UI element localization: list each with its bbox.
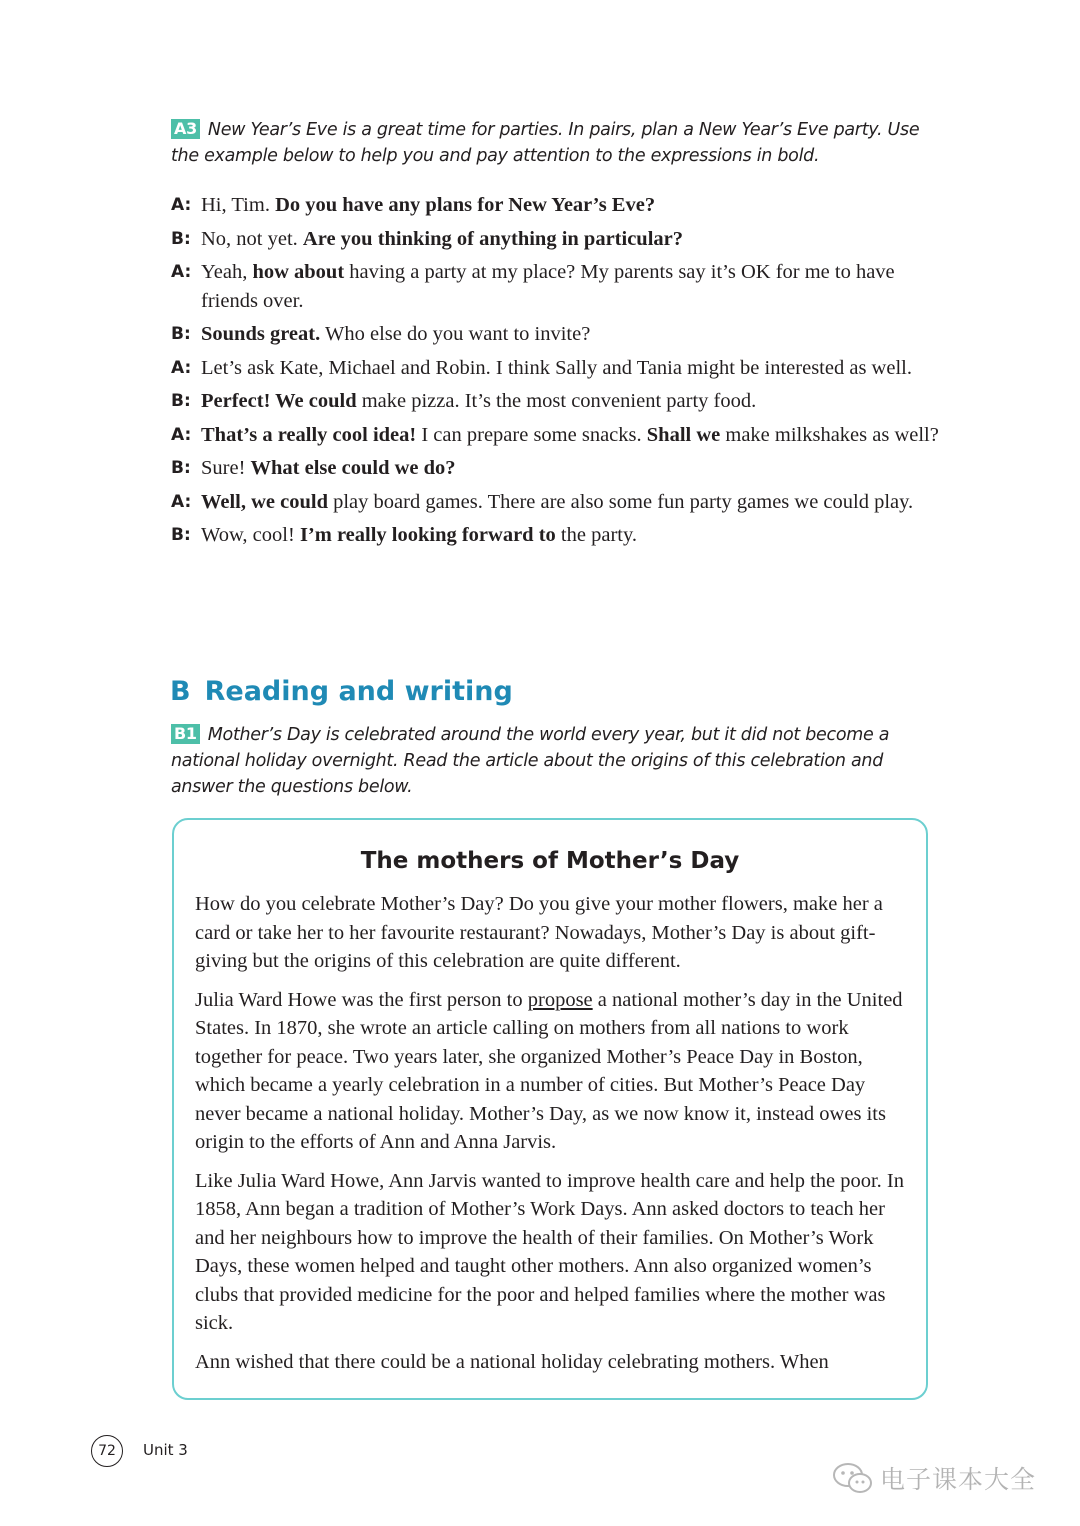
dialogue-line [171, 454, 951, 483]
section-heading [170, 672, 513, 712]
article-paragraph-3: Like Julia Ward Howe, Ann Jarvis wanted to improve health care and help the poor. In 1858, Ann began a tradition of Mother’s Work Days. Ann asked doctors to teach her and her neighbours how to improve the health of their families. On Mother’s Work Days, these women helped and taught other mothers. Ann also organized women’s clubs that provided medicine for the poor and helped families where the mother was sick. [195, 1169, 905, 1334]
speaker-label: B: [171, 458, 191, 478]
dialogue-text: Yeah, [201, 261, 253, 283]
speaker-label: B: [171, 391, 191, 411]
article-paragraph-1: How do you celebrate Mother’s Day? Do you give your mother flowers, make her a card or take her to her favourite restaurant? Nowadays, Mother’s Day is about gift-giving but the origins of this celebration are quite different. [195, 893, 883, 972]
bold-expression: What else could we do? [250, 457, 456, 479]
section-title: Reading and writing [204, 676, 513, 707]
wechat-icon [832, 1461, 874, 1495]
dialogue [171, 191, 951, 555]
dialogue-line [171, 225, 951, 254]
dialogue-text: the party. [555, 524, 638, 546]
dialogue-text: make pizza. It’s the most convenient party food. [356, 390, 757, 412]
dialogue-line [171, 421, 951, 450]
dialogue-text: having a party at my place? My parents say it’s OK for me to have friends over. [201, 261, 895, 312]
bold-expression: Perfect! We could [201, 390, 357, 412]
bold-expression: Shall we [646, 423, 721, 446]
speaker-label: A: [171, 424, 192, 445]
speaker-label: B: [171, 324, 191, 344]
bold-expression: Well, we could [201, 490, 328, 513]
underlined-word-propose: propose [527, 988, 593, 1011]
dialogue-line [171, 320, 951, 349]
bold-expression: Do you have any plans for New Year’s Eve? [275, 194, 656, 216]
speaker-label: A: [171, 195, 192, 215]
dialogue-line [171, 387, 951, 416]
dialogue-line [171, 258, 951, 315]
speaker-label: A: [171, 262, 192, 282]
unit-label: Unit 3 [143, 1441, 188, 1459]
bold-expression: I’m really looking forward to [299, 524, 556, 546]
dialogue-line [171, 488, 951, 517]
p2-text-after: a national mother’s day in the United States. In 1870, she wrote an article calling on mothers from all nations to work together for peace. Two years later, she organized Mother’s Peace Day in Boston, which became a yearly celebration in a number of cities. But Mother’s Peace Day never became a national holiday. Mother’s Day, as we now know it, instead owes its origin to the efforts of Ann and Anna Jarvis. [195, 988, 903, 1153]
section-letter: B [170, 676, 191, 707]
dialogue-text: Sure! [201, 457, 251, 479]
watermark-text: 电子课本大全 [880, 1465, 1037, 1494]
speaker-label: A: [171, 357, 192, 378]
bold-expression: how about [252, 261, 345, 283]
dialogue-line [171, 191, 951, 220]
b1-instruction [171, 722, 941, 800]
b1-tag: B1 [171, 724, 200, 744]
article-box [172, 818, 928, 1400]
article-title: The mothers of Mother’s Day [360, 848, 740, 874]
dialogue-line [171, 354, 951, 383]
a3-instruction-text: New Year’s Eve is a great time for parties. In pairs, plan a New Year’s Eve party. Use the example below to help you and pay attention to the expressions in bold. [171, 120, 920, 166]
dialogue-text: Wow, cool! [201, 524, 300, 546]
article-paragraph-2 [195, 986, 908, 1157]
dialogue-text: play board games. There are also some fun party games we could play. [327, 490, 914, 513]
dialogue-text: No, not yet. [201, 227, 303, 250]
a3-tag: A3 [171, 119, 200, 139]
bold-expression: Sounds great. [201, 323, 321, 345]
a3-instruction [171, 117, 941, 169]
article-paragraph-4: Ann wished that there could be a national holiday celebrating mothers. When [195, 1350, 829, 1373]
dialogue-line [171, 521, 951, 550]
b1-instruction-text: Mother’s Day is celebrated around the world every year, but it did not become a national holiday overnight. Read the article about the origins of this celebration and answer the questions below. [171, 725, 890, 797]
page-number: 72 [91, 1435, 123, 1467]
speaker-label: B: [171, 525, 191, 545]
speaker-label: B: [171, 228, 191, 249]
watermark [832, 1458, 1036, 1498]
bold-expression: That’s a really cool idea! [201, 423, 417, 446]
dialogue-text: Hi, Tim. [201, 194, 276, 216]
dialogue-text: Who else do you want to invite? [320, 323, 591, 345]
dialogue-text: I can prepare some snacks. [416, 423, 647, 446]
dialogue-text: make milkshakes as well? [720, 423, 939, 446]
speaker-label: A: [171, 491, 192, 512]
p2-text-before: Julia Ward Howe was the first person to [195, 988, 528, 1011]
bold-expression: Are you thinking of anything in particular? [302, 227, 683, 250]
dialogue-text: Let’s ask Kate, Michael and Robin. I think Sally and Tania might be interested as well. [201, 356, 912, 379]
